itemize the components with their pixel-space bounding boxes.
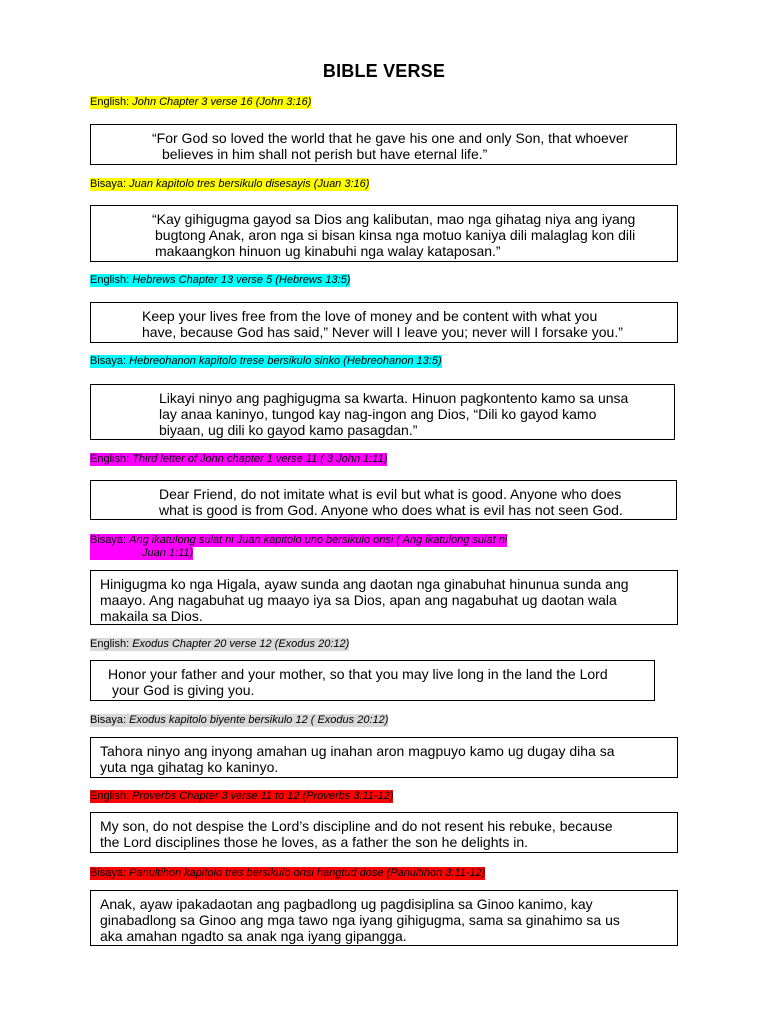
verse-label-juan-3-16-bisaya xyxy=(90,178,369,191)
verse-reference: Hebrews Chapter 13 verse 5 (Hebrews 13:5) xyxy=(132,274,351,286)
verse-label-juan-1-11-bisaya xyxy=(90,534,507,547)
verse-line: biyaan, ug dili ko gayod kamo pasagdan.” xyxy=(159,422,418,438)
language-prefix: English: xyxy=(90,453,130,465)
verse-box-john-3-16-english xyxy=(90,124,677,165)
verse-line: Likayi ninyo ang paghigugma sa kwarta. Hinuon pagkontento kamo sa unsa xyxy=(159,390,629,406)
verse-reference: Exodus Chapter 20 verse 12 (Exodus 20:12) xyxy=(132,638,350,650)
verse-line: Hinigugma ko nga Higala, ayaw sunda ang daotan nga ginabuhat hinunua sunda ang xyxy=(100,576,629,592)
verse-label-hebreohanon-13-5-bisaya xyxy=(90,355,442,368)
verse-reference: Ang ikatulong sulat ni Juan kapitolo uno bersikulo onsi ( Ang ikatulong sulat ni xyxy=(129,534,508,546)
language-prefix: Bisaya: xyxy=(90,355,127,367)
verse-box-exodus-20-12-english xyxy=(90,660,655,701)
verse-label-panultihon-3-11-12-bisaya xyxy=(90,867,485,880)
verse-label-proverbs-3-11-12-english xyxy=(90,790,393,803)
verse-label-3-john-1-11-english xyxy=(90,453,387,466)
verse-reference-continued: Juan 1:11) xyxy=(142,547,194,559)
verse-line: lay anaa kaninyo, tungod kay nag-ingon ang Dios, “Dili ko gayod kamo xyxy=(159,406,597,422)
verse-line: yuta nga gihatag ko kaninyo. xyxy=(100,759,279,775)
verse-line: My son, do not despise the Lord’s discipline and do not resent his rebuke, because xyxy=(100,818,613,834)
verse-box-proverbs-3-11-12-english xyxy=(90,812,678,853)
language-prefix: Bisaya: xyxy=(90,714,127,726)
verse-box-hebrews-13-5-english xyxy=(90,302,678,343)
verse-reference: John Chapter 3 verse 16 (John 3:16) xyxy=(132,96,312,108)
verse-reference: Exodus kapitolo biyente bersikulo 12 ( Exodus 20:12) xyxy=(129,714,389,726)
verse-box-exodus-20-12-bisaya xyxy=(90,737,678,778)
verse-box-panultihon-3-11-12-bisaya xyxy=(90,890,678,946)
verse-reference: Proverbs Chapter 3 verse 11 to 12 (Proverbs 3:11-12) xyxy=(132,790,394,802)
verse-box-juan-1-11-bisaya xyxy=(90,570,678,625)
verse-label-juan-1-11-bisaya-continued xyxy=(90,547,193,560)
verse-line: makaangkon hinuon ug kinabuhi nga walay kataposan.” xyxy=(155,243,501,259)
verse-reference: Juan kapitolo tres bersikulo disesayis (Juan 3:16) xyxy=(129,178,370,190)
language-prefix: Bisaya: xyxy=(90,867,127,879)
verse-label-john-3-16-english xyxy=(90,96,311,109)
verse-line: the Lord disciplines those he loves, as a father the son he delights in. xyxy=(100,834,529,850)
verse-line: “Kay gihigugma gayod sa Dios ang kalibutan, mao nga gihatag niya ang iyang xyxy=(152,211,636,227)
language-prefix: English: xyxy=(90,274,130,286)
language-prefix: Bisaya: xyxy=(90,534,127,546)
verse-line: Dear Friend, do not imitate what is evil but what is good. Anyone who does xyxy=(159,486,622,502)
verse-line: “For God so loved the world that he gave his one and only Son, that whoever xyxy=(152,130,629,146)
verse-label-exodus-20-12-bisaya xyxy=(90,714,388,727)
verse-line: believes in him shall not perish but have eternal life.” xyxy=(162,146,488,162)
verse-box-hebreohanon-13-5-bisaya xyxy=(90,384,675,440)
verse-line: what is good is from God. Anyone who does what is evil has not seen God. xyxy=(159,502,623,518)
verse-reference: Third letter of John chapter 1 verse 11 ( 3 John 1:11) xyxy=(132,453,388,465)
language-prefix: English: xyxy=(90,638,130,650)
verse-line: Tahora ninyo ang inyong amahan ug inahan aron magpuyo kamo ug dugay diha sa xyxy=(100,743,615,759)
language-prefix: English: xyxy=(90,790,130,802)
page-title: BIBLE VERSE xyxy=(322,61,446,81)
verse-reference: Hebreohanon kapitolo trese bersikulo sinko (Hebreohanon 13:5) xyxy=(129,355,442,367)
verse-line: makaila sa Dios. xyxy=(100,608,203,624)
verse-line: aka amahan ngadto sa anak nga iyang gipangga. xyxy=(100,928,407,944)
verse-label-hebrews-13-5-english xyxy=(90,274,350,287)
verse-reference: Panultihon kapitolo tres bersikulo onsi hangtud dose (Panultihon 3:11-12) xyxy=(129,867,486,879)
verse-label-exodus-20-12-english xyxy=(90,638,349,651)
verse-line: Honor your father and your mother, so that you may live long in the land the Lord xyxy=(108,666,608,682)
verse-line: bugtong Anak, aron nga si bisan kinsa nga motuo kaniya dili malaglag kon dili xyxy=(155,227,636,243)
verse-line: maayo. Ang nagabuhat ug maayo iya sa Dios, apan ang nagabuhat ug daotan wala xyxy=(100,592,617,608)
verse-line: ginabadlong sa Ginoo ang mga tawo nga iyang gihigugma, sama sa ginahimo sa us xyxy=(100,912,620,928)
language-prefix: English: xyxy=(90,96,130,108)
verse-line: Anak, ayaw ipakadaotan ang pagbadlong ug pagdisiplina sa Ginoo kanimo, kay xyxy=(100,896,593,912)
verse-box-3-john-1-11-english xyxy=(90,480,677,520)
verse-line: have, because God has said,” Never will I leave you; never will I forsake you.” xyxy=(142,324,623,340)
verse-line: your God is giving you. xyxy=(112,682,255,698)
verse-box-juan-3-16-bisaya xyxy=(90,205,678,262)
language-prefix: Bisaya: xyxy=(90,178,127,190)
verse-line: Keep your lives free from the love of money and be content with what you xyxy=(142,308,598,324)
